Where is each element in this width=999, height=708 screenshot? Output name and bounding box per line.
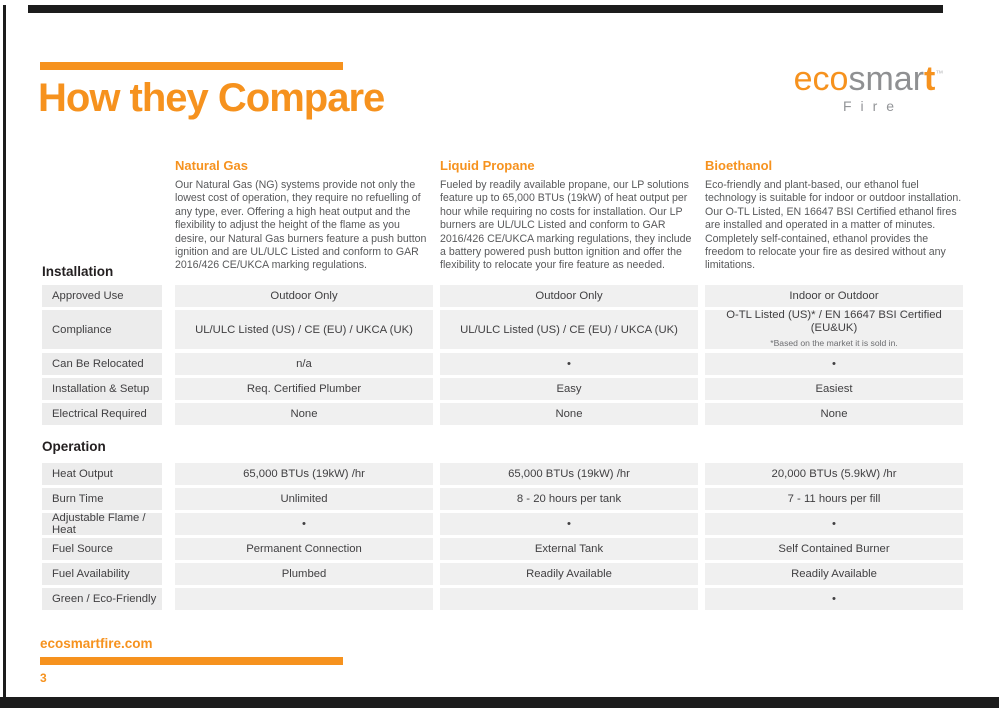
trademark-symbol: ™ bbox=[935, 69, 944, 78]
column-header-natural-gas: Natural Gas bbox=[175, 158, 248, 173]
cell-liquid-propane: UL/ULC Listed (US) / CE (EU) / UKCA (UK) bbox=[440, 310, 698, 349]
cell-natural-gas: Unlimited bbox=[175, 488, 433, 510]
page-number: 3 bbox=[40, 671, 47, 685]
logo-fire-text: Fire bbox=[842, 98, 904, 114]
cell-natural-gas: 65,000 BTUs (19kW) /hr bbox=[175, 463, 433, 485]
row-label: Can Be Relocated bbox=[42, 353, 162, 375]
cell-liquid-propane: Readily Available bbox=[440, 563, 698, 585]
page-edge-bottom bbox=[0, 697, 999, 708]
logo-wordmark bbox=[794, 56, 944, 97]
cell-bioethanol: 7 - 11 hours per fill bbox=[705, 488, 963, 510]
section-header-operation: Operation bbox=[42, 439, 106, 454]
cell-bioethanol: • bbox=[705, 513, 963, 535]
cell-natural-gas: Plumbed bbox=[175, 563, 433, 585]
cell-bioethanol: Self Contained Burner bbox=[705, 538, 963, 560]
cell-bioethanol: • bbox=[705, 353, 963, 375]
cell-natural-gas: UL/ULC Listed (US) / CE (EU) / UKCA (UK) bbox=[175, 310, 433, 349]
table-row-fuel-availability bbox=[0, 563, 999, 585]
cell-natural-gas: • bbox=[175, 513, 433, 535]
cell-liquid-propane: • bbox=[440, 353, 698, 375]
page-edge-top bbox=[28, 5, 943, 13]
cell-natural-gas: Req. Certified Plumber bbox=[175, 378, 433, 400]
row-label: Fuel Source bbox=[42, 538, 162, 560]
row-label: Electrical Required bbox=[42, 403, 162, 425]
cell-natural-gas: Outdoor Only bbox=[175, 285, 433, 307]
cell-liquid-propane: External Tank bbox=[440, 538, 698, 560]
cell-liquid-propane: Outdoor Only bbox=[440, 285, 698, 307]
cell-bioethanol bbox=[705, 310, 963, 349]
cell-bioethanol: None bbox=[705, 403, 963, 425]
table-row-adjustable-flame bbox=[0, 513, 999, 535]
table-row-burn-time bbox=[0, 488, 999, 510]
row-label: Green / Eco-Friendly bbox=[42, 588, 162, 610]
cell-bioethanol: Indoor or Outdoor bbox=[705, 285, 963, 307]
table-row-approved-use bbox=[0, 285, 999, 307]
cell-natural-gas: Permanent Connection bbox=[175, 538, 433, 560]
row-label: Installation & Setup bbox=[42, 378, 162, 400]
cell-liquid-propane: • bbox=[440, 513, 698, 535]
table-row-heat-output bbox=[0, 463, 999, 485]
table-row-compliance bbox=[0, 310, 999, 349]
table-row-fuel-source bbox=[0, 538, 999, 560]
table-row-green-eco-friendly bbox=[0, 588, 999, 610]
row-label: Compliance bbox=[42, 310, 162, 349]
description-bioethanol: Eco-friendly and plant-based, our ethanol fuel technology is suitable for indoor or outdoor installation. Our O-TL Listed, EN 16647 BSI Certified ethanol fires are installed and operated in a matter of minutes. Completely self-contained, ethanol provides the freedom to relocate your fire as desired without any limitations. bbox=[705, 179, 962, 272]
ecosmart-fire-logo bbox=[776, 56, 961, 114]
column-header-bioethanol: Bioethanol bbox=[705, 158, 773, 173]
cell-liquid-propane bbox=[440, 588, 698, 610]
logo-eco-text: eco bbox=[793, 60, 849, 98]
cell-bioethanol: Readily Available bbox=[705, 563, 963, 585]
compliance-value: O-TL Listed (US)* / EN 16647 BSI Certified (EU&UK) bbox=[726, 309, 942, 334]
website-link[interactable]: ecosmartfire.com bbox=[40, 636, 153, 651]
table-row-installation-setup bbox=[0, 378, 999, 400]
description-liquid-propane: Fueled by readily available propane, our LP solutions feature up to 65,000 BTUs (19kW) of heat output per hour while requiring no costs for installation. Our LP burners are UL/ULC Listed and conform to GAR 2016/426 CE/UKCA marking regulations, they include a battery powered push button ignition and offer the flexibility to relocate your fire feature as needed. bbox=[440, 179, 692, 272]
description-natural-gas: Our Natural Gas (NG) systems provide not only the lowest cost of operation, they require no refuelling of any type, ever. Offering a high heat output and the flexibility to adjust the height of the flame as you desire, our Natural Gas burners feature a push button ignition and are UL/ULC Listed and conform to GAR 2016/426 CE/UKCA marking regulations. bbox=[175, 179, 427, 272]
cell-bioethanol: • bbox=[705, 588, 963, 610]
row-label: Adjustable Flame / Heat bbox=[42, 513, 162, 535]
row-label: Heat Output bbox=[42, 463, 162, 485]
section-header-installation: Installation bbox=[42, 264, 114, 279]
table-row-electrical-required bbox=[0, 403, 999, 425]
cell-liquid-propane: 8 - 20 hours per tank bbox=[440, 488, 698, 510]
row-label: Approved Use bbox=[42, 285, 162, 307]
cell-natural-gas: None bbox=[175, 403, 433, 425]
title-accent-rule bbox=[40, 62, 343, 70]
cell-liquid-propane: 65,000 BTUs (19kW) /hr bbox=[440, 463, 698, 485]
cell-bioethanol: 20,000 BTUs (5.9kW) /hr bbox=[705, 463, 963, 485]
column-header-liquid-propane: Liquid Propane bbox=[440, 158, 535, 173]
cell-liquid-propane: None bbox=[440, 403, 698, 425]
page-title: How they Compare bbox=[38, 76, 385, 120]
compliance-footnote: *Based on the market it is sold in. bbox=[770, 338, 898, 348]
row-label: Burn Time bbox=[42, 488, 162, 510]
cell-natural-gas: n/a bbox=[175, 353, 433, 375]
cell-natural-gas bbox=[175, 588, 433, 610]
footer-accent-rule bbox=[40, 657, 343, 665]
cell-liquid-propane: Easy bbox=[440, 378, 698, 400]
table-row-can-be-relocated bbox=[0, 353, 999, 375]
row-label: Fuel Availability bbox=[42, 563, 162, 585]
logo-smart-text: smar bbox=[848, 60, 925, 98]
cell-bioethanol: Easiest bbox=[705, 378, 963, 400]
logo-plus-t: t bbox=[924, 60, 936, 98]
